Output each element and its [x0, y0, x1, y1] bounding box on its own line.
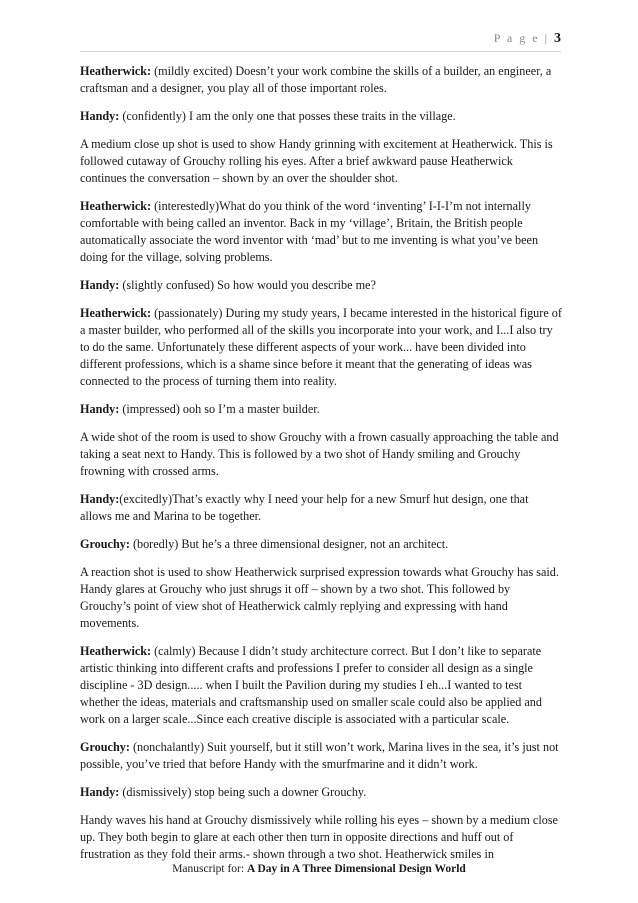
- speaker-name: Handy:: [80, 402, 120, 416]
- paragraph: [80, 401, 562, 418]
- paragraph-text: Handy waves his hand at Grouchy dismissively while rolling his eyes – shown by a medium close up. They both begin to glare at each other then turn in opposite directions and huff out of frustration as they fold their arms.- shown through a two shot. Heatherwick smiles in: [80, 813, 558, 861]
- paragraph-text: (confidently) I am the only one that posses these traits in the village.: [119, 109, 456, 123]
- paragraph: [80, 564, 562, 632]
- speaker-name: Heatherwick:: [80, 199, 152, 213]
- paragraph: [80, 63, 562, 97]
- footer-prefix: Manuscript for:: [172, 863, 247, 875]
- paragraph: [80, 784, 562, 801]
- speaker-name: Handy:: [80, 109, 120, 123]
- speaker-name: Grouchy:: [80, 740, 130, 754]
- paragraph-text: (boredly) But he’s a three dimensional designer, not an architect.: [129, 537, 449, 551]
- speaker-name: Heatherwick:: [80, 644, 152, 658]
- paragraph: [80, 108, 562, 125]
- speaker-name: Heatherwick:: [80, 64, 152, 78]
- paragraph-text: (mildly excited) Doesn’t your work combine the skills of a builder, an engineer, a craftsman and a designer, you play all of those important roles.: [80, 64, 552, 95]
- paragraph-text: (passionately) During my study years, I became interested in the historical figure of a master builder, who performed all of the skills you incorporate into your work, and I...I also try to do the same. Unfortunately these different aspects of your work... have been divided into different professions, which is a shame since before it meant that the generating of ideas was connected to the process of turning them into reality.: [80, 306, 562, 388]
- page-header: [80, 31, 561, 52]
- speaker-name: Handy:: [80, 278, 120, 292]
- page-number: [494, 31, 561, 47]
- page-footer: [0, 863, 638, 875]
- manuscript-title: A Day in A Three Dimensional Design World: [246, 863, 466, 875]
- speaker-name: Handy:: [80, 492, 120, 506]
- paragraph-text: (impressed) ooh so I’m a master builder.: [119, 402, 320, 416]
- page-number-value: 3: [554, 31, 561, 46]
- paragraph: [80, 136, 562, 187]
- paragraph: [80, 198, 562, 266]
- paragraph-text: A medium close up shot is used to show Handy grinning with excitement at Heatherwick. This is followed cutaway of Grouchy rolling his eyes. After a brief awkward pause Heatherwick continues the conversation – shown by an over the shoulder shot.: [80, 137, 553, 185]
- paragraph-text: (calmly) Because I didn’t study architecture correct. But I don’t like to separate artistic thinking into different crafts and professions I prefer to consider all design as a single discipline - 3D design..... when I built the Pavilion during my studies I eh...I wanted to test whether the ideas, materials and craftsmanship used on smaller scale could also be applied and work on a larger scale...Since each creative disciple is associated with a particular scale.: [80, 644, 542, 726]
- paragraph-text: (interestedly)What do you think of the word ‘inventing’ I-I-I’m not internally comfortable with being called an inventor. Back in my ‘village’, Britain, the British people automatically associate the word inventor with ‘mad’ but to me inventing is what you’ve been doing for the village, solving problems.: [80, 199, 539, 264]
- paragraph-text: (excitedly)That’s exactly why I need your help for a new Smurf hut design, one that allows me and Marina to be together.: [80, 492, 529, 523]
- manuscript-body: [80, 63, 562, 874]
- paragraph: [80, 536, 562, 553]
- speaker-name: Handy:: [80, 785, 120, 799]
- paragraph: [80, 739, 562, 773]
- paragraph-text: (dismissively) stop being such a downer Grouchy.: [119, 785, 367, 799]
- speaker-name: Grouchy:: [80, 537, 130, 551]
- paragraph: [80, 643, 562, 728]
- paragraph: [80, 429, 562, 480]
- paragraph: [80, 812, 562, 863]
- page-label: P a g e |: [493, 31, 549, 45]
- paragraph: [80, 305, 562, 390]
- paragraph-text: A wide shot of the room is used to show Grouchy with a frown casually approaching the table and taking a seat next to Handy. This is followed by a two shot of Handy smiling and Grouchy frowning with crossed arms.: [80, 430, 559, 478]
- paragraph-text: (nonchalantly) Suit yourself, but it still won’t work, Marina lives in the sea, it’s just not possible, you’ve tried that before Handy with the smurfmarine and it didn’t work.: [80, 740, 559, 771]
- paragraph: [80, 491, 562, 525]
- speaker-name: Heatherwick:: [80, 306, 152, 320]
- paragraph-text: (slightly confused) So how would you describe me?: [119, 278, 376, 292]
- paragraph-text: A reaction shot is used to show Heatherwick surprised expression towards what Grouchy has said. Handy glares at Grouchy who just shrugs it off – shown by a two shot. This followed by Grouchy’s point of view shot of Heatherwick calmly replying and expressing with hand movements.: [80, 565, 559, 630]
- paragraph: [80, 277, 562, 294]
